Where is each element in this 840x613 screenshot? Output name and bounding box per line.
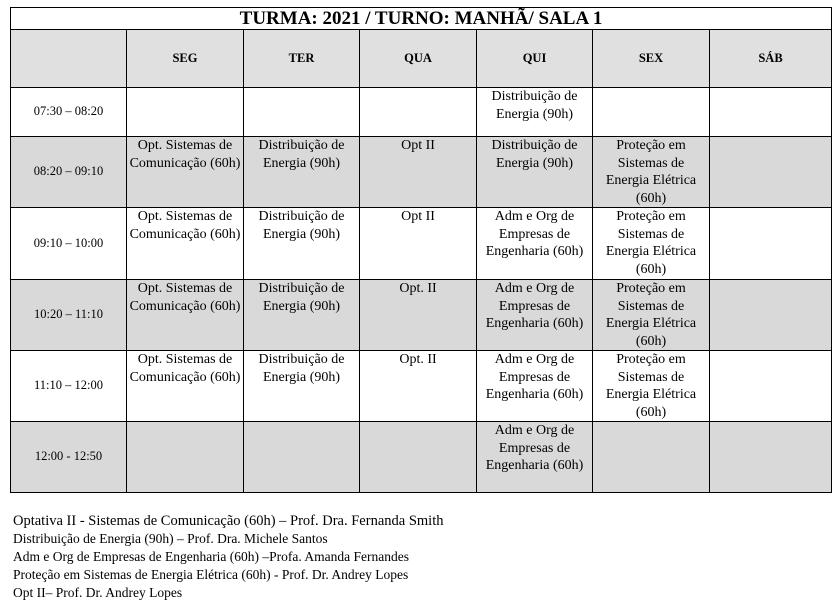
schedule-cell: Opt. II (360, 351, 477, 422)
day-header-sex: SEX (593, 30, 710, 88)
schedule-cell: Proteção em Sistemas de Energia Elétrica (60h) (593, 137, 710, 208)
day-header-qua: QUA (360, 30, 477, 88)
time-row (11, 351, 832, 422)
day-header-row (11, 30, 832, 88)
legend-item: Proteção em Sistemas de Energia Elétrica (60h) - Prof. Dr. Andrey Lopes (13, 567, 409, 582)
time-row (11, 280, 832, 351)
schedule-cell (710, 351, 832, 422)
schedule-cell: Proteção em Sistemas de Energia Elétrica (60h) (593, 351, 710, 422)
schedule-cell: Adm e Org de Empresas de Engenharia (60h) (477, 208, 593, 280)
schedule-cell: Adm e Org de Empresas de Engenharia (60h) (477, 280, 593, 351)
day-header-ter: TER (244, 30, 360, 88)
schedule-cell (710, 208, 832, 280)
day-header-qui: QUI (477, 30, 593, 88)
schedule-cell (127, 422, 244, 493)
day-header-seg: SEG (127, 30, 244, 88)
schedule-cell (710, 280, 832, 351)
schedule-cell: Distribuição de Energia (90h) (244, 137, 360, 208)
header-corner (11, 30, 127, 88)
schedule-table (10, 7, 832, 493)
schedule-cell: Opt II (360, 137, 477, 208)
time-slot: 10:20 – 11:10 (11, 280, 127, 351)
schedule-cell: Opt. Sistemas de Comunicação (60h) (127, 137, 244, 208)
legend-item: Distribuição de Energia (90h) – Prof. Dra. Michele Santos (13, 531, 328, 546)
legend-item: Optativa II - Sistemas de Comunicação (60h) – Prof. Dra. Fernanda Smith (13, 513, 444, 529)
time-slot: 08:20 – 09:10 (11, 137, 127, 208)
schedule-cell (710, 137, 832, 208)
time-row (11, 137, 832, 208)
time-slot: 12:00 - 12:50 (11, 422, 127, 493)
time-slot: 07:30 – 08:20 (11, 88, 127, 137)
time-row (11, 208, 832, 280)
schedule-cell: Distribuição de Energia (90h) (244, 208, 360, 280)
legend-item: Adm e Org de Empresas de Engenharia (60h) –Profa. Amanda Fernandes (13, 549, 410, 564)
schedule-cell: Distribuição de Energia (90h) (244, 280, 360, 351)
time-row (11, 422, 832, 493)
schedule-cell: Adm e Org de Empresas de Engenharia (60h) (477, 422, 593, 493)
schedule-cell: Distribuição de Energia (90h) (477, 137, 593, 208)
schedule-cell (360, 422, 477, 493)
schedule-cell (710, 88, 832, 137)
schedule-cell: Distribuição de Energia (90h) (244, 351, 360, 422)
schedule-cell (127, 88, 244, 137)
time-slot: 11:10 – 12:00 (11, 351, 127, 422)
schedule-cell: Opt. Sistemas de Comunicação (60h) (127, 280, 244, 351)
schedule-cell: Adm e Org de Empresas de Engenharia (60h) (477, 351, 593, 422)
schedule-cell: Proteção em Sistemas de Energia Elétrica (60h) (593, 280, 710, 351)
schedule-cell: Opt II (360, 208, 477, 280)
schedule-cell (593, 88, 710, 137)
time-row (11, 88, 832, 137)
schedule-cell (244, 422, 360, 493)
schedule-cell (710, 422, 832, 493)
day-header-sab: SÁB (710, 30, 832, 88)
legend-item: Opt II– Prof. Dr. Andrey Lopes (13, 585, 183, 600)
schedule-cell (244, 88, 360, 137)
schedule-title: TURMA: 2021 / TURNO: MANHÃ/ SALA 1 (11, 8, 832, 30)
schedule-cell (593, 422, 710, 493)
schedule-cell: Opt. Sistemas de Comunicação (60h) (127, 208, 244, 280)
schedule-cell: Opt. II (360, 280, 477, 351)
schedule-cell (360, 88, 477, 137)
schedule-cell: Distribuição de Energia (90h) (477, 88, 593, 137)
schedule-cell: Proteção em Sistemas de Energia Elétrica (60h) (593, 208, 710, 280)
time-slot: 09:10 – 10:00 (11, 208, 127, 280)
course-legend (13, 512, 443, 602)
schedule-cell: Opt. Sistemas de Comunicação (60h) (127, 351, 244, 422)
